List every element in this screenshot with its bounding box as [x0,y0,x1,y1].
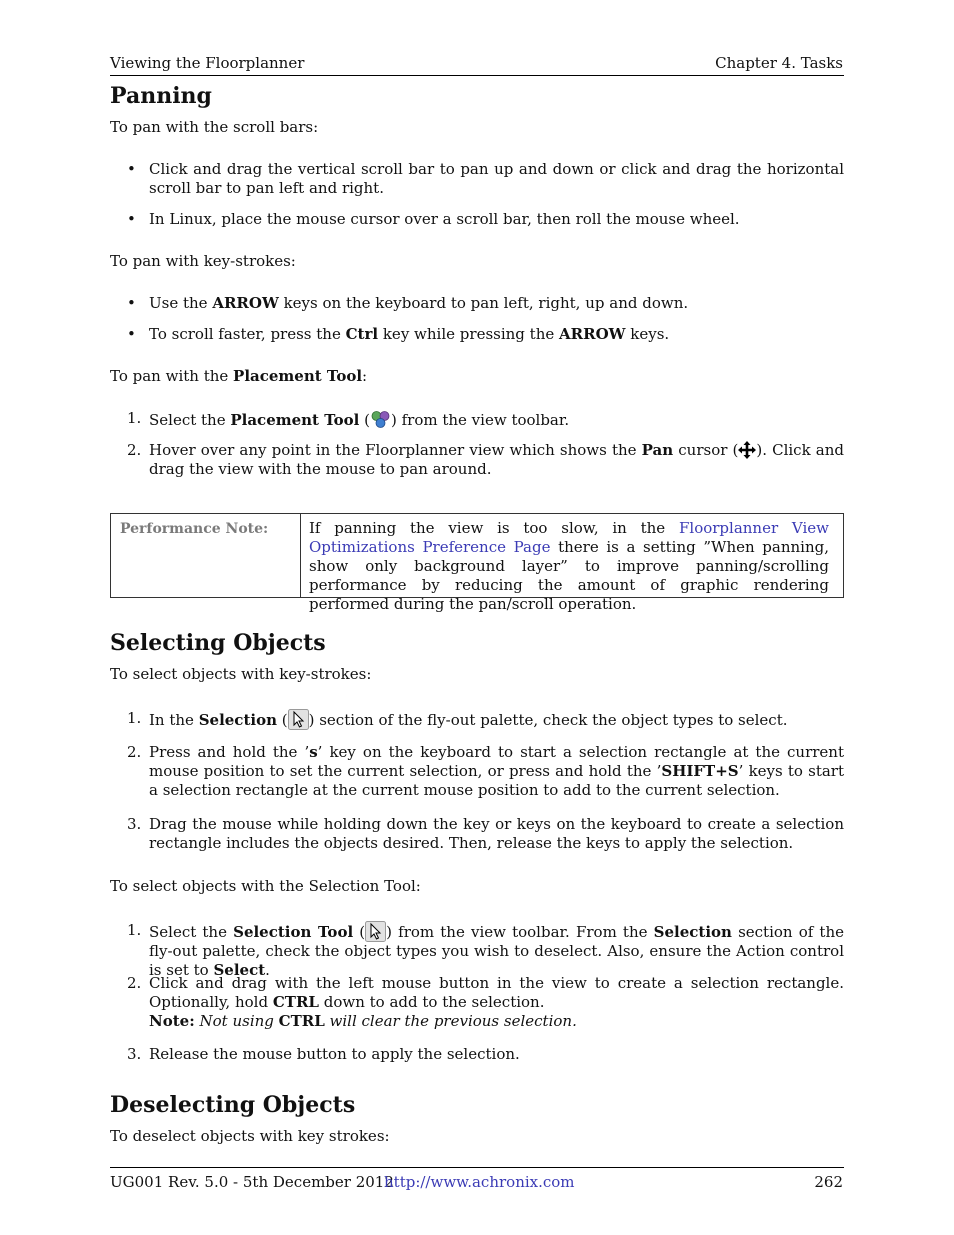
list-item: • Click and drag the vertical scroll bar to pan up and down or click and drag the horizontal scroll bar to pan left and right. [127,160,844,197]
pan-tool-intro: To pan with the Placement Tool: [110,367,368,385]
heading-panning: Panning [110,83,212,109]
header-rule [110,75,844,76]
selection-tool-icon [365,921,386,942]
footer-rule [110,1167,844,1168]
select-tool-intro: To select objects with the Selection Tool: [110,877,421,895]
pan-scroll-intro: To pan with the scroll bars: [110,118,319,136]
bullet: • [127,210,136,228]
performance-note-text: If panning the view is too slow, in the Floorplanner View Optimizations Preference Page there is a setting ”When panning, show only background layer” to improve panning/scrolling performance by reducing the amount of graphic rendering performed during the pan/scroll operation. [309,519,829,613]
selection-arrow-icon [288,709,309,730]
list-item: 2. Click and drag with the left mouse button in the view to create a selection rectangle. Optionally, hold CTRL down to add to the selection. Note: Not using CTRL will clear the previous selection. [127,974,844,1030]
list-item: 1. Select the Placement Tool ( ) from the view toolbar. [127,409,570,429]
list-item: • To scroll faster, press the Ctrl key while pressing the ARROW keys. [127,325,670,343]
list-item: 3. Drag the mouse while holding down the key or keys on the keyboard to create a selection rectangle includes the objects desired. Then, release the keys to apply the selection. [127,815,844,852]
list-item: 2. Press and hold the ’s’ key on the keyboard to start a selection rectangle at the current mouse position to set the current selection, or press and hold the ’SHIFT+S’ keys to start a selection rectangle at the current mouse position to add to the current selection. [127,743,844,799]
list-item: • Use the ARROW keys on the keyboard to pan left, right, up and down. [127,294,689,312]
heading-deselecting-objects: Deselecting Objects [110,1092,356,1118]
placement-tool-icon [370,409,391,430]
list-item: 2. Hover over any point in the Floorplanner view which shows the Pan cursor ( ). Click and drag the view with the mouse to pan around. [127,441,844,478]
list-item: 1. Select the Selection Tool ( ) from the view toolbar. From the Selection section of the fly-out palette, check the object types you wish to deselect. Also, ensure the Action control is set to Select. [127,921,844,979]
bullet: • [127,294,136,312]
running-header-chapter: Chapter 4. Tasks [715,54,843,72]
list-item: • In Linux, place the mouse cursor over a scroll bar, then roll the mouse wheel. [127,210,740,228]
bullet: • [127,160,136,178]
heading-selecting-objects: Selecting Objects [110,630,326,656]
select-key-intro: To select objects with key-strokes: [110,665,372,683]
bullet: • [127,325,136,343]
page-number: 262 [814,1173,843,1191]
performance-note-label: Performance Note: [120,521,269,537]
deselect-key-intro: To deselect objects with key strokes: [110,1127,390,1145]
footer-website-link[interactable]: http://www.achronix.com [384,1173,575,1191]
preference-page-link[interactable]: Floorplanner View Optimizations Preference Page [309,519,829,556]
list-item: 1. In the Selection ( ) section of the fly-out palette, check the object types to select. [127,709,788,729]
list-item: 3. Release the mouse button to apply the selection. [127,1045,520,1063]
running-header-section: Viewing the Floorplanner [110,54,305,72]
pan-cursor-icon [738,441,756,459]
performance-note-box [110,513,844,613]
footer-revision: UG001 Rev. 5.0 - 5th December 2012 [110,1173,394,1191]
note-column-divider [300,514,301,597]
pan-key-intro: To pan with key-strokes: [110,252,296,270]
